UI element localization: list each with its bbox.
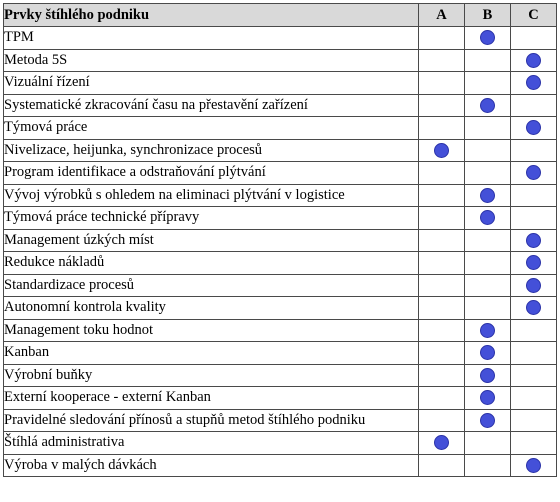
cell-a: [419, 297, 465, 320]
cell-b: [465, 72, 511, 95]
row-label: Redukce nákladů: [4, 252, 419, 275]
row-label: TPM: [4, 27, 419, 50]
cell-b: [465, 207, 511, 230]
cell-b: [465, 409, 511, 432]
cell-c: [511, 342, 557, 365]
table-row: [4, 274, 557, 297]
dot-marker-icon: [480, 210, 495, 225]
table-row: [4, 207, 557, 230]
cell-c: [511, 432, 557, 455]
cell-a: [419, 207, 465, 230]
lean-elements-table: [3, 3, 557, 477]
dot-marker-icon: [434, 143, 449, 158]
cell-b: [465, 387, 511, 410]
dot-marker-icon: [480, 188, 495, 203]
dot-marker-icon: [526, 120, 541, 135]
cell-a: [419, 409, 465, 432]
dot-marker-icon: [526, 300, 541, 315]
table-row: [4, 162, 557, 185]
dot-marker-icon: [526, 278, 541, 293]
dot-marker-icon: [526, 255, 541, 270]
table-row: [4, 184, 557, 207]
cell-c: [511, 27, 557, 50]
cell-c: [511, 364, 557, 387]
table-row: [4, 27, 557, 50]
cell-a: [419, 342, 465, 365]
dot-marker-icon: [480, 30, 495, 45]
cell-c: [511, 72, 557, 95]
row-label: Program identifikace a odstraňování plýtvání: [4, 162, 419, 185]
header-elements: Prvky štíhlého podniku: [4, 4, 419, 27]
cell-b: [465, 432, 511, 455]
cell-a: [419, 274, 465, 297]
cell-c: [511, 117, 557, 140]
table-row: [4, 454, 557, 477]
cell-a: [419, 139, 465, 162]
row-label: Standardizace procesů: [4, 274, 419, 297]
row-label: Kanban: [4, 342, 419, 365]
row-label: Externí kooperace - externí Kanban: [4, 387, 419, 410]
cell-a: [419, 432, 465, 455]
cell-c: [511, 319, 557, 342]
row-label: Týmová práce: [4, 117, 419, 140]
dot-marker-icon: [480, 368, 495, 383]
cell-c: [511, 49, 557, 72]
dot-marker-icon: [480, 390, 495, 405]
cell-a: [419, 184, 465, 207]
cell-c: [511, 139, 557, 162]
cell-a: [419, 319, 465, 342]
cell-c: [511, 184, 557, 207]
cell-c: [511, 94, 557, 117]
row-label: Vývoj výrobků s ohledem na eliminaci plýtvání v logistice: [4, 184, 419, 207]
dot-marker-icon: [526, 75, 541, 90]
dot-marker-icon: [526, 458, 541, 473]
cell-a: [419, 387, 465, 410]
cell-b: [465, 342, 511, 365]
cell-b: [465, 319, 511, 342]
table-row: [4, 319, 557, 342]
cell-a: [419, 162, 465, 185]
row-label: Štíhlá administrativa: [4, 432, 419, 455]
cell-c: [511, 162, 557, 185]
cell-b: [465, 49, 511, 72]
cell-b: [465, 274, 511, 297]
table-row: [4, 229, 557, 252]
dot-marker-icon: [480, 345, 495, 360]
table-row: [4, 94, 557, 117]
table-row: [4, 432, 557, 455]
table-row: [4, 342, 557, 365]
row-label: Systematické zkracování času na přestavění zařízení: [4, 94, 419, 117]
cell-c: [511, 229, 557, 252]
row-label: Výroba v malých dávkách: [4, 454, 419, 477]
row-label: Pravidelné sledování přínosů a stupňů metod štíhlého podniku: [4, 409, 419, 432]
row-label: Management toku hodnot: [4, 319, 419, 342]
cell-a: [419, 252, 465, 275]
cell-a: [419, 49, 465, 72]
cell-b: [465, 162, 511, 185]
cell-a: [419, 117, 465, 140]
header-col-a: A: [419, 4, 465, 27]
dot-marker-icon: [480, 413, 495, 428]
cell-c: [511, 387, 557, 410]
row-label: Výrobní buňky: [4, 364, 419, 387]
row-label: Vizuální řízení: [4, 72, 419, 95]
cell-c: [511, 274, 557, 297]
cell-b: [465, 94, 511, 117]
row-label: Nivelizace, heijunka, synchronizace procesů: [4, 139, 419, 162]
table-row: [4, 117, 557, 140]
table-row: [4, 252, 557, 275]
table-body: [4, 27, 557, 477]
cell-b: [465, 184, 511, 207]
cell-b: [465, 229, 511, 252]
cell-c: [511, 252, 557, 275]
row-label: Týmová práce technické přípravy: [4, 207, 419, 230]
cell-a: [419, 229, 465, 252]
cell-c: [511, 454, 557, 477]
header-col-c: C: [511, 4, 557, 27]
cell-b: [465, 454, 511, 477]
dot-marker-icon: [526, 165, 541, 180]
cell-c: [511, 207, 557, 230]
table-row: [4, 364, 557, 387]
cell-c: [511, 409, 557, 432]
cell-a: [419, 364, 465, 387]
cell-a: [419, 27, 465, 50]
table-row: [4, 49, 557, 72]
cell-b: [465, 117, 511, 140]
dot-marker-icon: [480, 98, 495, 113]
cell-a: [419, 454, 465, 477]
table-row: [4, 409, 557, 432]
table-row: [4, 139, 557, 162]
table-row: [4, 72, 557, 95]
dot-marker-icon: [434, 435, 449, 450]
dot-marker-icon: [526, 53, 541, 68]
cell-c: [511, 297, 557, 320]
row-label: Metoda 5S: [4, 49, 419, 72]
cell-b: [465, 139, 511, 162]
dot-marker-icon: [480, 323, 495, 338]
header-col-b: B: [465, 4, 511, 27]
cell-a: [419, 72, 465, 95]
cell-a: [419, 94, 465, 117]
cell-b: [465, 297, 511, 320]
header-row: [4, 4, 557, 27]
table-row: [4, 297, 557, 320]
row-label: Autonomní kontrola kvality: [4, 297, 419, 320]
cell-b: [465, 364, 511, 387]
cell-b: [465, 27, 511, 50]
row-label: Management úzkých míst: [4, 229, 419, 252]
cell-b: [465, 252, 511, 275]
table-row: [4, 387, 557, 410]
dot-marker-icon: [526, 233, 541, 248]
